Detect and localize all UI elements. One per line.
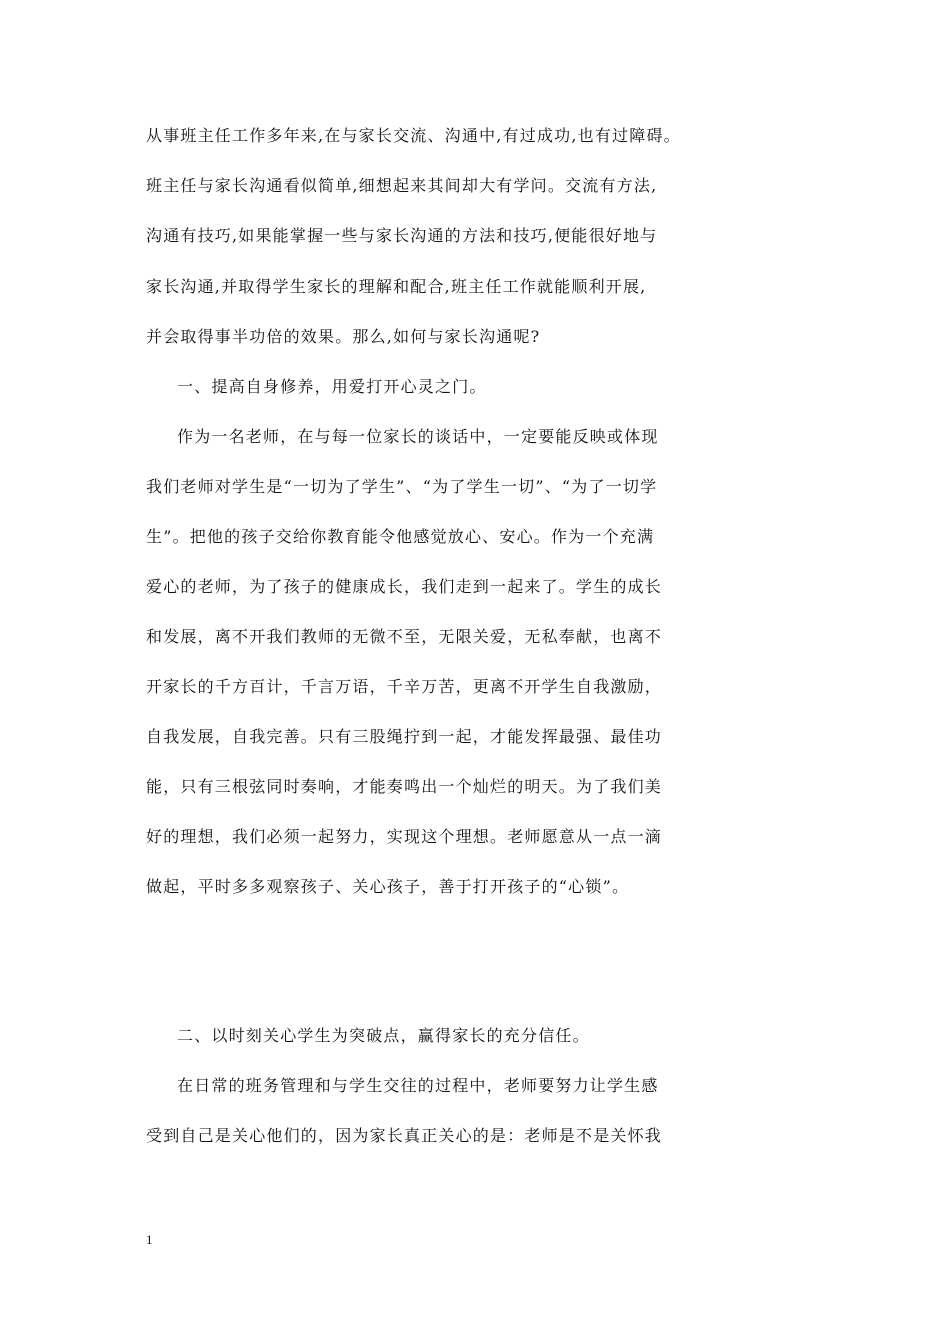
text-line-14: 能，只有三根弦同时奏响，才能奏鸣出一个灿烂的明天。为了我们美 <box>146 777 663 796</box>
text-line-13: 自我发展，自我完善。只有三股绳拧到一起，才能发挥最强、最佳功 <box>146 727 663 746</box>
text-line-8: 我们老师对学生是“一切为了学生”、“为了学生一切”、“为了一切学 <box>146 477 658 496</box>
section-heading-2: 二、以时刻关心学生为突破点，赢得家长的充分信任。 <box>177 1026 590 1045</box>
page-number: 1 <box>146 1232 153 1247</box>
text-line-3: 沟通有技巧,如果能掌握一些与家长沟通的方法和技巧,便能很好地与 <box>146 226 658 245</box>
section-heading-1: 一、提高自身修养，用爱打开心灵之门。 <box>177 377 487 396</box>
text-line-4: 家长沟通,并取得学生家长的理解和配合,班主任工作就能顺利开展, <box>146 277 647 296</box>
text-line-7: 作为一名老师，在与每一位家长的谈话中，一定要能反映或体现 <box>177 427 659 446</box>
text-line-12: 开家长的千方百计，千言万语，千辛万苦，更离不开学生自我激励， <box>146 677 663 696</box>
text-line-19: 受到自己是关心他们的，因为家长真正关心的是：老师是不是关怀我 <box>146 1126 663 1145</box>
text-line-11: 和发展，离不开我们教师的无微不至，无限关爱，无私奉献，也离不 <box>146 627 663 646</box>
text-line-10: 爱心的老师，为了孩子的健康成长，我们走到一起来了。学生的成长 <box>146 577 663 596</box>
text-line-18: 在日常的班务管理和与学生交往的过程中，老师要努力让学生感 <box>177 1076 659 1095</box>
text-line-2: 班主任与家长沟通看似简单,细想起来其间却大有学问。交流有方法, <box>146 176 658 195</box>
text-line-15: 好的理想，我们必须一起努力，实现这个理想。老师愿意从一点一滴 <box>146 827 663 846</box>
text-line-1: 从事班主任工作多年来,在与家长交流、沟通中,有过成功,也有过障碍。 <box>146 126 681 145</box>
text-line-9: 生”。把他的孩子交给你教育能令他感觉放心、安心。作为一个充满 <box>146 527 655 546</box>
text-line-16: 做起，平时多多观察孩子、关心孩子，善于打开孩子的“心锁”。 <box>146 877 630 896</box>
text-line-5: 并会取得事半功倍的效果。那么,如何与家长沟通呢? <box>146 327 541 346</box>
